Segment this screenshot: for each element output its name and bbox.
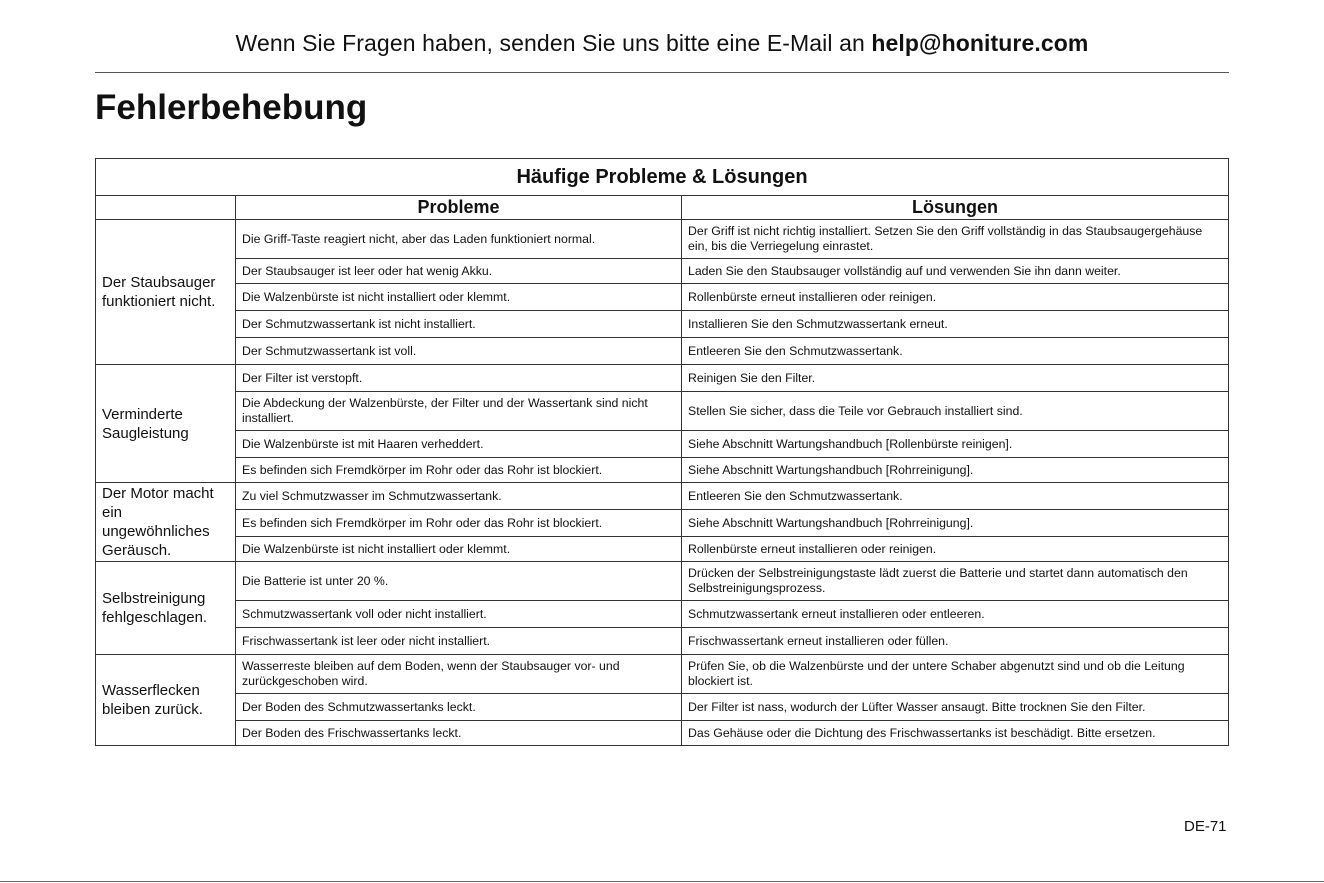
solution-cell: Rollenbürste erneut installieren oder reinigen. bbox=[682, 537, 1229, 562]
table-row bbox=[96, 510, 1229, 537]
problem-cell: Der Schmutzwassertank ist voll. bbox=[236, 338, 682, 365]
solution-cell: Installieren Sie den Schmutzwassertank erneut. bbox=[682, 311, 1229, 338]
solution-cell: Laden Sie den Staubsauger vollständig auf und verwenden Sie ihn dann weiter. bbox=[682, 259, 1229, 284]
table-title-row bbox=[96, 159, 1229, 196]
table-row bbox=[96, 431, 1229, 458]
page-title: Fehlerbehebung bbox=[95, 88, 368, 127]
table-row bbox=[96, 220, 1229, 259]
table-row bbox=[96, 562, 1229, 601]
table-title: Häufige Probleme & Lösungen bbox=[96, 159, 1229, 196]
problem-cell: Die Abdeckung der Walzenbürste, der Filter und der Wassertank sind nicht installiert. bbox=[236, 392, 682, 431]
solution-cell: Frischwassertank erneut installieren oder füllen. bbox=[682, 628, 1229, 655]
problem-cell: Es befinden sich Fremdkörper im Rohr oder das Rohr ist blockiert. bbox=[236, 510, 682, 537]
problem-cell: Die Walzenbürste ist mit Haaren verheddert. bbox=[236, 431, 682, 458]
table-row bbox=[96, 458, 1229, 483]
solution-cell: Schmutzwassertank erneut installieren oder entleeren. bbox=[682, 601, 1229, 628]
page-header bbox=[95, 30, 1229, 57]
table-row bbox=[96, 655, 1229, 694]
solution-cell: Prüfen Sie, ob die Walzenbürste und der untere Schaber abgenutzt sind und ob die Leitung blockiert ist. bbox=[682, 655, 1229, 694]
category-cell: Der Staubsauger funktioniert nicht. bbox=[96, 220, 236, 365]
solution-cell: Siehe Abschnitt Wartungshandbuch [Rohrreinigung]. bbox=[682, 510, 1229, 537]
problem-cell: Schmutzwassertank voll oder nicht installiert. bbox=[236, 601, 682, 628]
problem-cell: Der Boden des Frischwassertanks leckt. bbox=[236, 721, 682, 746]
category-header bbox=[96, 196, 236, 220]
category-cell: Der Motor macht ein ungewöhnliches Geräusch. bbox=[96, 483, 236, 562]
solution-cell: Drücken der Selbstreinigungstaste lädt zuerst die Batterie und startet dann automatisch den Selbstreinigungsprozess. bbox=[682, 562, 1229, 601]
table-row bbox=[96, 537, 1229, 562]
table-row bbox=[96, 628, 1229, 655]
table-row bbox=[96, 483, 1229, 510]
problem-cell: Es befinden sich Fremdkörper im Rohr oder das Rohr ist blockiert. bbox=[236, 458, 682, 483]
table-row bbox=[96, 311, 1229, 338]
page-number: DE-71 bbox=[1184, 818, 1227, 835]
category-cell: Verminderte Saugleistung bbox=[96, 365, 236, 483]
table-row bbox=[96, 721, 1229, 746]
problem-cell: Die Walzenbürste ist nicht installiert oder klemmt. bbox=[236, 537, 682, 562]
problem-cell: Der Staubsauger ist leer oder hat wenig Akku. bbox=[236, 259, 682, 284]
table-row bbox=[96, 284, 1229, 311]
problem-cell: Der Schmutzwassertank ist nicht installiert. bbox=[236, 311, 682, 338]
problem-cell: Zu viel Schmutzwasser im Schmutzwassertank. bbox=[236, 483, 682, 510]
solution-cell: Rollenbürste erneut installieren oder reinigen. bbox=[682, 284, 1229, 311]
table-row bbox=[96, 392, 1229, 431]
problem-cell: Frischwassertank ist leer oder nicht installiert. bbox=[236, 628, 682, 655]
solution-cell: Der Filter ist nass, wodurch der Lüfter Wasser ansaugt. Bitte trocknen Sie den Filter. bbox=[682, 694, 1229, 721]
solution-cell: Reinigen Sie den Filter. bbox=[682, 365, 1229, 392]
solution-cell: Das Gehäuse oder die Dichtung des Frischwassertanks ist beschädigt. Bitte ersetzen. bbox=[682, 721, 1229, 746]
header-divider bbox=[95, 72, 1229, 73]
table-row bbox=[96, 365, 1229, 392]
problem-cell: Die Batterie ist unter 20 %. bbox=[236, 562, 682, 601]
header-intro: Wenn Sie Fragen haben, senden Sie uns bitte eine E-Mail an bbox=[235, 30, 865, 56]
solution-cell: Entleeren Sie den Schmutzwassertank. bbox=[682, 338, 1229, 365]
solutions-header: Lösungen bbox=[682, 196, 1229, 220]
problem-cell: Wasserreste bleiben auf dem Boden, wenn der Staubsauger vor- und zurückgeschoben wird. bbox=[236, 655, 682, 694]
solution-cell: Siehe Abschnitt Wartungshandbuch [Rohrreinigung]. bbox=[682, 458, 1229, 483]
table-header-row bbox=[96, 196, 1229, 220]
category-cell: Wasserflecken bleiben zurück. bbox=[96, 655, 236, 746]
solution-cell: Entleeren Sie den Schmutzwassertank. bbox=[682, 483, 1229, 510]
support-email[interactable]: help@honiture.com bbox=[871, 30, 1089, 56]
solution-cell: Der Griff ist nicht richtig installiert. Setzen Sie den Griff vollständig in das Staubsaugergehäuse ein, bis die Verriegelung einrastet. bbox=[682, 220, 1229, 259]
problem-cell: Die Walzenbürste ist nicht installiert oder klemmt. bbox=[236, 284, 682, 311]
table-row bbox=[96, 259, 1229, 284]
bottom-divider bbox=[0, 881, 1324, 882]
table-row bbox=[96, 694, 1229, 721]
table-row bbox=[96, 601, 1229, 628]
solution-cell: Stellen Sie sicher, dass die Teile vor Gebrauch installiert sind. bbox=[682, 392, 1229, 431]
solution-cell: Siehe Abschnitt Wartungshandbuch [Rollenbürste reinigen]. bbox=[682, 431, 1229, 458]
troubleshooting-table bbox=[95, 158, 1229, 746]
table-row bbox=[96, 338, 1229, 365]
problem-cell: Der Filter ist verstopft. bbox=[236, 365, 682, 392]
problem-cell: Die Griff-Taste reagiert nicht, aber das Laden funktioniert normal. bbox=[236, 220, 682, 259]
category-cell: Selbstreinigung fehlgeschlagen. bbox=[96, 562, 236, 655]
problem-cell: Der Boden des Schmutzwassertanks leckt. bbox=[236, 694, 682, 721]
problems-header: Probleme bbox=[236, 196, 682, 220]
